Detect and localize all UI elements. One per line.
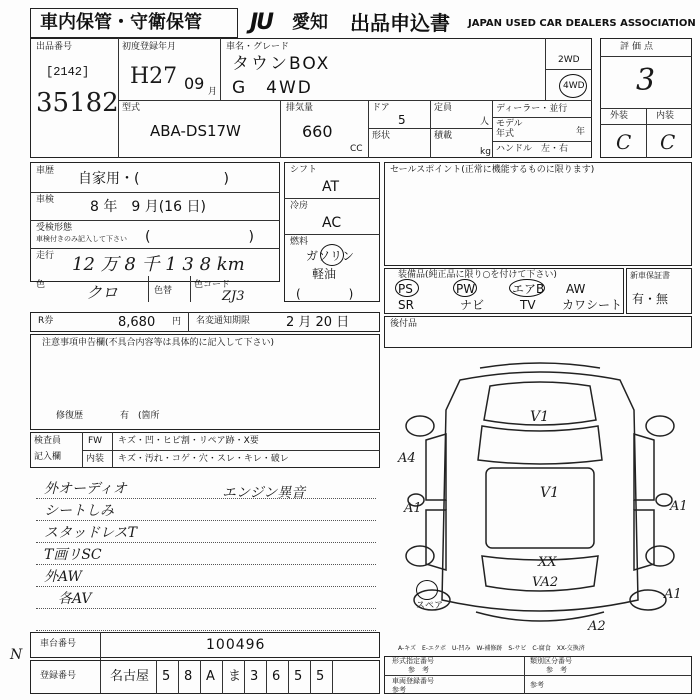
tax-value: 8,680 <box>118 315 156 330</box>
registration-month: 09 <box>184 74 205 93</box>
registration-char: 5 <box>316 669 325 684</box>
mark-a1-left: A1 <box>404 501 422 516</box>
ref-reg-sub: 参考 <box>392 686 406 694</box>
ac-label: 冷房 <box>290 201 309 211</box>
ref-other: 参考 <box>530 681 544 689</box>
ju-logo: JU <box>250 10 273 35</box>
engine-note: エンジン異音 <box>222 485 306 501</box>
model-label: 型式 <box>122 103 141 113</box>
equipment-item: PS <box>398 282 413 296</box>
ruled-line <box>36 586 376 587</box>
inspection-cert-value: ( ) <box>145 229 254 245</box>
fuel-label: 燃料 <box>290 237 309 247</box>
registration-cell-divider <box>244 660 245 694</box>
registration-char: 6 <box>272 669 281 684</box>
ref-class-sub: 参 考 <box>546 666 567 674</box>
registration-cell-divider <box>156 660 157 694</box>
registration-char: 3 <box>250 669 259 684</box>
equipment-label: 装備品(純正品に限り○を付けて下さい) <box>398 270 557 280</box>
load-unit: kg <box>480 147 491 157</box>
handwritten-item: 各AV <box>58 591 92 607</box>
equipment-item: PW <box>456 282 476 296</box>
org-en: JAPAN USED CAR DEALERS ASSOCIATION <box>468 18 696 29</box>
registration-char: 8 <box>184 669 193 684</box>
mark-a2-bumper: A2 <box>588 619 606 634</box>
registration-block <box>30 660 380 694</box>
mark-a4-left: A4 <box>398 451 416 466</box>
ref-type-sub: 参 考 <box>408 666 429 674</box>
tax-label: R券 <box>38 316 54 326</box>
org-name: 愛知 <box>292 12 328 33</box>
lane-number: [2142] <box>46 65 90 79</box>
year-unit: 年 <box>576 127 586 137</box>
inspection-label: 車検 <box>36 195 55 205</box>
car-grade: G 4WD <box>232 78 313 98</box>
mileage-value: 12 万 8 千 1 3 8 km <box>72 254 245 275</box>
doors-label: ドア <box>372 103 390 113</box>
ref-type-number: 形式指定番号 <box>392 657 434 665</box>
registration-cell-divider <box>266 660 267 694</box>
inspection-cert-sub: 車検付きのみ記入して下さい <box>36 235 127 243</box>
handwritten-item: T画リSC <box>44 547 102 563</box>
ref-reg-number: 車両登録番号 <box>392 677 434 685</box>
model-year-label: モデル 年式 <box>496 119 523 139</box>
equipment-item: エアB <box>512 282 545 296</box>
shift-label: シフト <box>290 165 318 175</box>
grade-score: 3 <box>636 63 656 98</box>
handle-label: ハンドル 左・右 <box>496 144 569 154</box>
handwritten-item: スタッドレスT <box>44 525 137 541</box>
equipment-item: TV <box>520 298 536 312</box>
registration-char: 名古屋 <box>110 669 150 684</box>
repair-label: 修復歴 <box>56 411 84 421</box>
displacement-unit: CC <box>350 144 363 154</box>
chassis-block <box>30 632 380 658</box>
notes-label: 注意事項申告欄(不具合内容等は具体的に記入して下さい) <box>42 338 275 348</box>
mark-v1-hood: V1 <box>530 409 550 425</box>
color-code-value: ZJ3 <box>222 289 245 304</box>
registration-cell-divider <box>178 660 179 694</box>
registration-cell-divider <box>222 660 223 694</box>
form-label: 形状 <box>372 131 391 141</box>
registration-label: 初度登録年月 <box>122 42 177 52</box>
listing-number-label: 出品番号 <box>36 42 73 52</box>
registration-char: A <box>206 669 215 684</box>
fuel-diesel: 軽油 <box>312 267 337 281</box>
corner-mark: N <box>10 647 23 663</box>
notice-label: 名変通知期限 <box>196 316 251 326</box>
chassis-label: 車台番号 <box>40 639 77 649</box>
interior-row-label: 内装 <box>86 454 105 464</box>
handwritten-item: 外AW <box>44 569 82 585</box>
exterior-grade: C <box>616 130 632 154</box>
car-name-label: 車名・グレード <box>226 42 290 52</box>
interior-label: 内装 <box>656 111 675 121</box>
ruled-line <box>36 564 376 565</box>
equipment-item: ナビ <box>460 298 485 312</box>
new-car-warranty-value: 有・無 <box>632 292 669 306</box>
displacement: 660 <box>302 122 333 141</box>
aftermarket-block <box>384 316 692 348</box>
registration-char: 5 <box>162 669 171 684</box>
registration-number-label: 登録番号 <box>40 671 77 681</box>
fw-label: FW <box>88 436 103 446</box>
registration-cell-divider <box>332 660 333 694</box>
sales-point-block <box>384 162 692 266</box>
seats-unit: 人 <box>480 117 490 127</box>
registration-cell-divider <box>310 660 311 694</box>
notice-value: 2 月 20 日 <box>286 315 350 330</box>
interior-row-text: キズ・汚れ・コゲ・穴・スレ・キレ・破レ <box>118 454 289 464</box>
color-label: 色 <box>36 280 46 290</box>
ref-class-number: 類別区分番号 <box>530 657 572 665</box>
repair-value: 有 (箇所 <box>120 411 160 421</box>
ruled-line <box>36 520 376 521</box>
month-unit: 月 <box>208 87 218 97</box>
fw-text: キズ・凹・ヒビ割・リペア跡・X要 <box>118 436 259 446</box>
inspector-label-2: 記入欄 <box>34 452 62 462</box>
interior-grade: C <box>660 130 676 154</box>
mark-va2-rear: VA2 <box>532 575 559 590</box>
dealer-label: ディーラー・並行 <box>496 104 568 114</box>
equipment-item-circle <box>509 279 545 297</box>
seats-label: 定員 <box>434 103 453 113</box>
load-label: 積載 <box>434 131 453 141</box>
handwritten-item: 外オーディオ <box>44 481 127 497</box>
ruled-line <box>36 608 376 609</box>
mark-xx-rear: XX <box>538 555 557 570</box>
aftermarket-label: 後付品 <box>390 319 418 329</box>
registration-cell-divider <box>288 660 289 694</box>
ac-value: AC <box>322 215 342 231</box>
fuel-gas-circle <box>320 244 344 266</box>
inspection-value: 8 年 9 月(16 日) <box>90 199 206 215</box>
registration-char: ま <box>228 669 242 684</box>
model-code: ABA-DS17W <box>150 122 241 140</box>
grade-label: 評価点 <box>620 42 657 52</box>
registration-char: 5 <box>294 669 303 684</box>
ruled-line <box>36 630 376 631</box>
equipment-item: カワシート <box>562 298 623 312</box>
car-name: タウンBOX <box>232 54 331 74</box>
storage-text: 車内保管・守衛保管 <box>40 12 202 33</box>
ruled-line <box>36 498 376 499</box>
color-value: クロ <box>86 283 119 302</box>
fuel-gas: ガソリン <box>306 249 355 263</box>
usage-label: 車歴 <box>36 166 55 176</box>
mark-a1-rear-right: A1 <box>664 587 682 602</box>
equipment-item-circle <box>395 279 419 297</box>
spare-label: スペア <box>416 601 444 611</box>
color-code-label: 色コード <box>194 280 231 290</box>
drive-4wd-circle <box>559 74 587 98</box>
damage-legend: A-キズ E-エクボ U-凹み W-補修跡 S-サビ C-腐食 XX-交換済 <box>398 645 585 652</box>
mark-v1-roof: V1 <box>540 485 560 501</box>
equipment-item: SR <box>398 298 414 312</box>
color-change-label: 色替 <box>154 286 173 296</box>
inspector-label-1: 検査員 <box>34 436 62 446</box>
handwritten-item: シートしみ <box>44 503 114 519</box>
mark-a1-right: A1 <box>670 499 688 514</box>
fuel-blank: ( ) <box>296 287 354 301</box>
shift-value: AT <box>322 179 340 195</box>
usage-value: 自家用・( ) <box>78 171 229 187</box>
form-title: 出品申込書 <box>350 11 450 35</box>
spare-circle <box>416 580 438 600</box>
equipment-item: AW <box>566 282 586 296</box>
drive-4wd: 4WD <box>563 81 585 91</box>
mileage-label: 走行 <box>36 251 55 261</box>
drive-2wd: 2WD <box>558 55 580 65</box>
exterior-label: 外装 <box>610 111 629 121</box>
chassis-number: 100496 <box>206 637 266 653</box>
equipment-item-circle <box>453 279 477 297</box>
registration-year: H27 <box>130 64 178 89</box>
registration-cell-divider <box>200 660 201 694</box>
ruled-line <box>36 542 376 543</box>
listing-number: 35182 <box>36 88 119 118</box>
inspection-cert-label: 受検形態 <box>36 223 73 233</box>
doors: 5 <box>398 113 406 127</box>
new-car-warranty-label: 新車保証書 <box>630 271 670 280</box>
tax-unit: 円 <box>172 317 182 327</box>
displacement-label: 排気量 <box>286 103 314 113</box>
sales-point-label: セールスポイント(正常に機能するものに限ります) <box>390 165 595 175</box>
